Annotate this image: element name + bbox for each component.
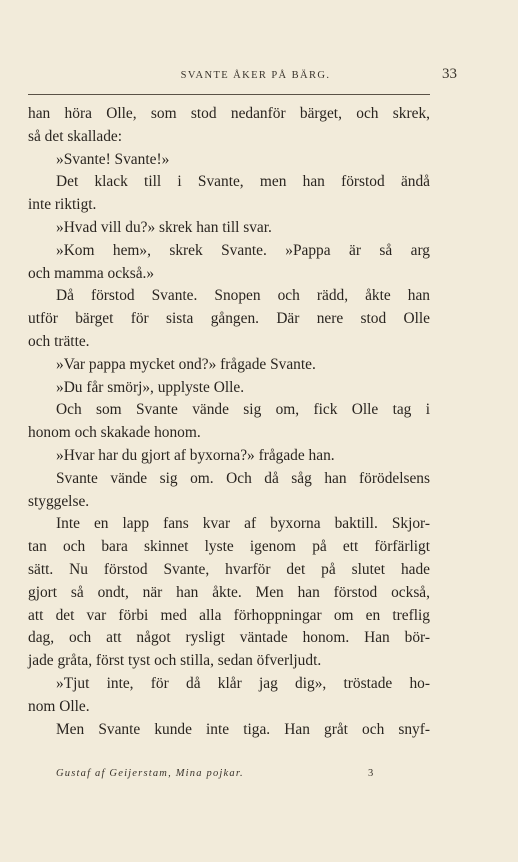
text-line: »Tjut inte, för då klår jag dig», tröstade ho-: [56, 674, 430, 692]
text-line: så det skallade:: [28, 127, 123, 145]
text-line: och mamma också.»: [28, 264, 155, 282]
text-line: »Svante! Svante!»: [56, 150, 170, 168]
text-line: nom Olle.: [28, 697, 90, 715]
text-line: Och som Svante vände sig om, fick Olle tag i: [56, 401, 430, 419]
header-rule: [28, 94, 430, 95]
text-line: utför bärget för sista gången. Där nere stod Olle: [28, 310, 430, 328]
text-line: »Du får smörj», upplyste Olle.: [56, 378, 245, 396]
text-line: att det var förbi med alla förhoppningar om en treflig: [28, 606, 430, 624]
text-line: honom och skakade honom.: [28, 424, 201, 442]
text-line: »Hvad vill du?» skrek han till svar.: [56, 218, 272, 236]
text-line: styggelse.: [28, 492, 90, 510]
signature-text: Gustaf af Geijerstam, Mina pojkar.: [56, 768, 244, 779]
running-head: SVANTE ÅKER PÅ BÄRG.: [180, 70, 331, 81]
text-line: Svante vände sig om. Och då såg han förödelsens: [56, 469, 430, 487]
text-line: sätt. Nu förstod Svante, hvarför det på slutet hade: [28, 560, 430, 578]
text-line: »Var pappa mycket ond?» frågade Svante.: [56, 355, 316, 373]
text-line: tan och bara skinnet lyste igenom på ett förfärligt: [28, 538, 430, 556]
text-line: inte riktigt.: [28, 196, 97, 214]
page-header: [28, 66, 483, 86]
text-line: och trätte.: [28, 332, 90, 350]
text-line: »Hvar har du gjort af byxorna?» frågade han.: [56, 446, 335, 464]
page-number: 33: [442, 66, 457, 82]
text-line: Inte en lapp fans kvar af byxorna baktill. Skjor-: [56, 515, 430, 533]
text-line: dag, och att något rysligt väntade honom. Han bör-: [28, 629, 430, 647]
text-line: jade gråta, först tyst och stilla, sedan öfverljudt.: [28, 652, 322, 670]
text-line: Det klack till i Svante, men han förstod ändå: [56, 173, 430, 191]
text-line: han höra Olle, som stod nedanför bärget, och skrek,: [28, 105, 430, 122]
body-text: [28, 103, 430, 741]
text-line: gjort så ondt, när han åkte. Men han förstod också,: [28, 583, 430, 601]
text-line: »Kom hem», skrek Svante. »Pappa är så arg: [56, 241, 430, 259]
signature-number: 3: [368, 768, 375, 779]
text-line: Då förstod Svante. Snopen och rädd, åkte han: [56, 287, 430, 305]
text-line: Men Svante kunde inte tiga. Han gråt och snyf-: [56, 720, 430, 738]
